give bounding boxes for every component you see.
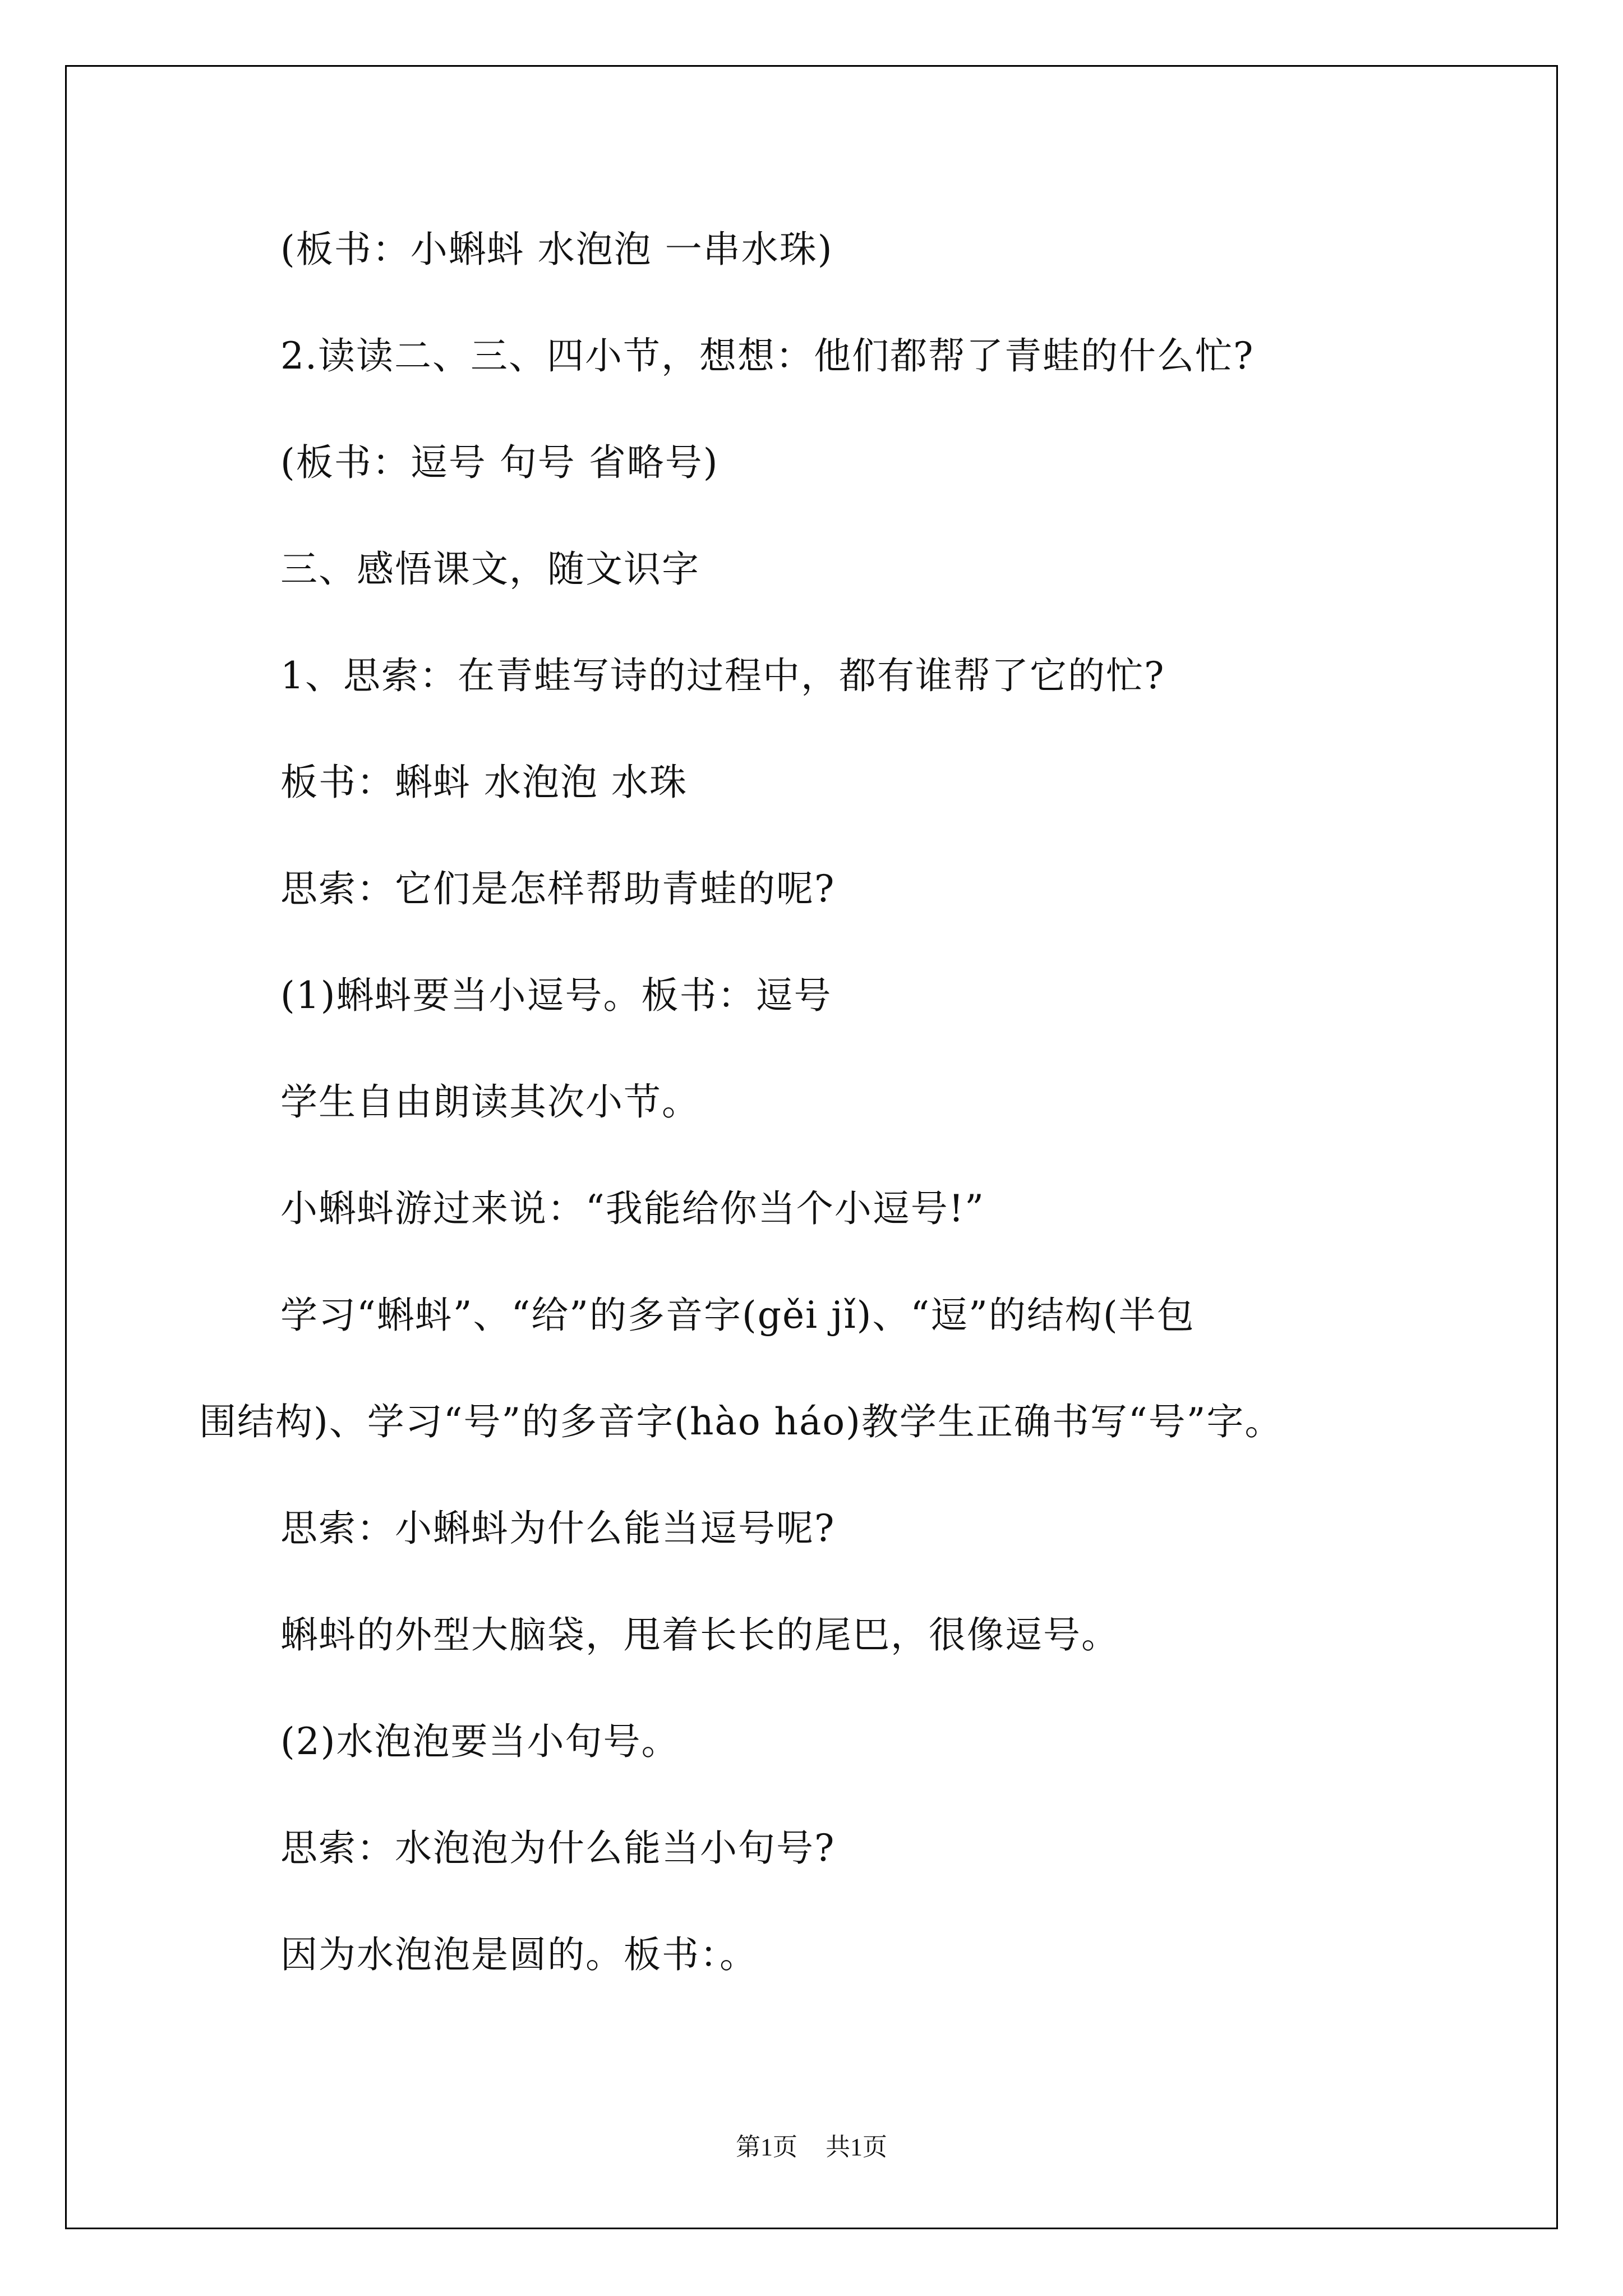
text-line-7: 思索：它们是怎样帮助青蛙的呢? [280,867,836,910]
text-line-9: 学生自由朗读其次小节。 [280,1080,700,1124]
page-border [65,65,1558,2229]
text-line-11: 学习“蝌蚪”、“给”的多音字(gěi jǐ)、“逗”的结构(半包 [280,1294,1195,1337]
text-line-10: 小蝌蚪游过来说：“我能给你当个小逗号!” [280,1187,985,1230]
text-line-14: 蝌蚪的外型大脑袋，甩着长长的尾巴，很像逗号。 [280,1613,1119,1657]
text-line-1: (板书：小蝌蚪 水泡泡 一串水珠) [280,228,833,271]
page-number-current: 第1页 [736,2133,797,2161]
text-line-2: 2.读读二、三、四小节，想想：他们都帮了青蛙的什么忙? [280,334,1255,378]
page-number-total: 共1页 [826,2133,887,2161]
text-line-8: (1)蝌蚪要当小逗号。板书：逗号 [280,974,832,1017]
text-line-13: 思索：小蝌蚪为什么能当逗号呢? [280,1507,836,1550]
text-line-16: 思索：水泡泡为什么能当小句号? [280,1826,836,1870]
text-line-5: 1、思索：在青蛙写诗的过程中，都有谁帮了它的忙? [280,654,1165,697]
text-line-12: 围结构)、学习“号”的多音字(hào háo)教学生正确书写“号”字。 [199,1400,1283,1443]
text-line-6: 板书：蝌蚪 水泡泡 水珠 [280,761,688,804]
text-line-17: 因为水泡泡是圆的。板书：。 [280,1933,758,1976]
page-footer [0,2132,1623,2163]
text-line-15: (2)水泡泡要当小句号。 [280,1720,680,1763]
text-line-3: (板书：逗号 句号 省略号) [280,441,719,484]
section-heading: 三、感悟课文，随文识字 [280,547,700,591]
